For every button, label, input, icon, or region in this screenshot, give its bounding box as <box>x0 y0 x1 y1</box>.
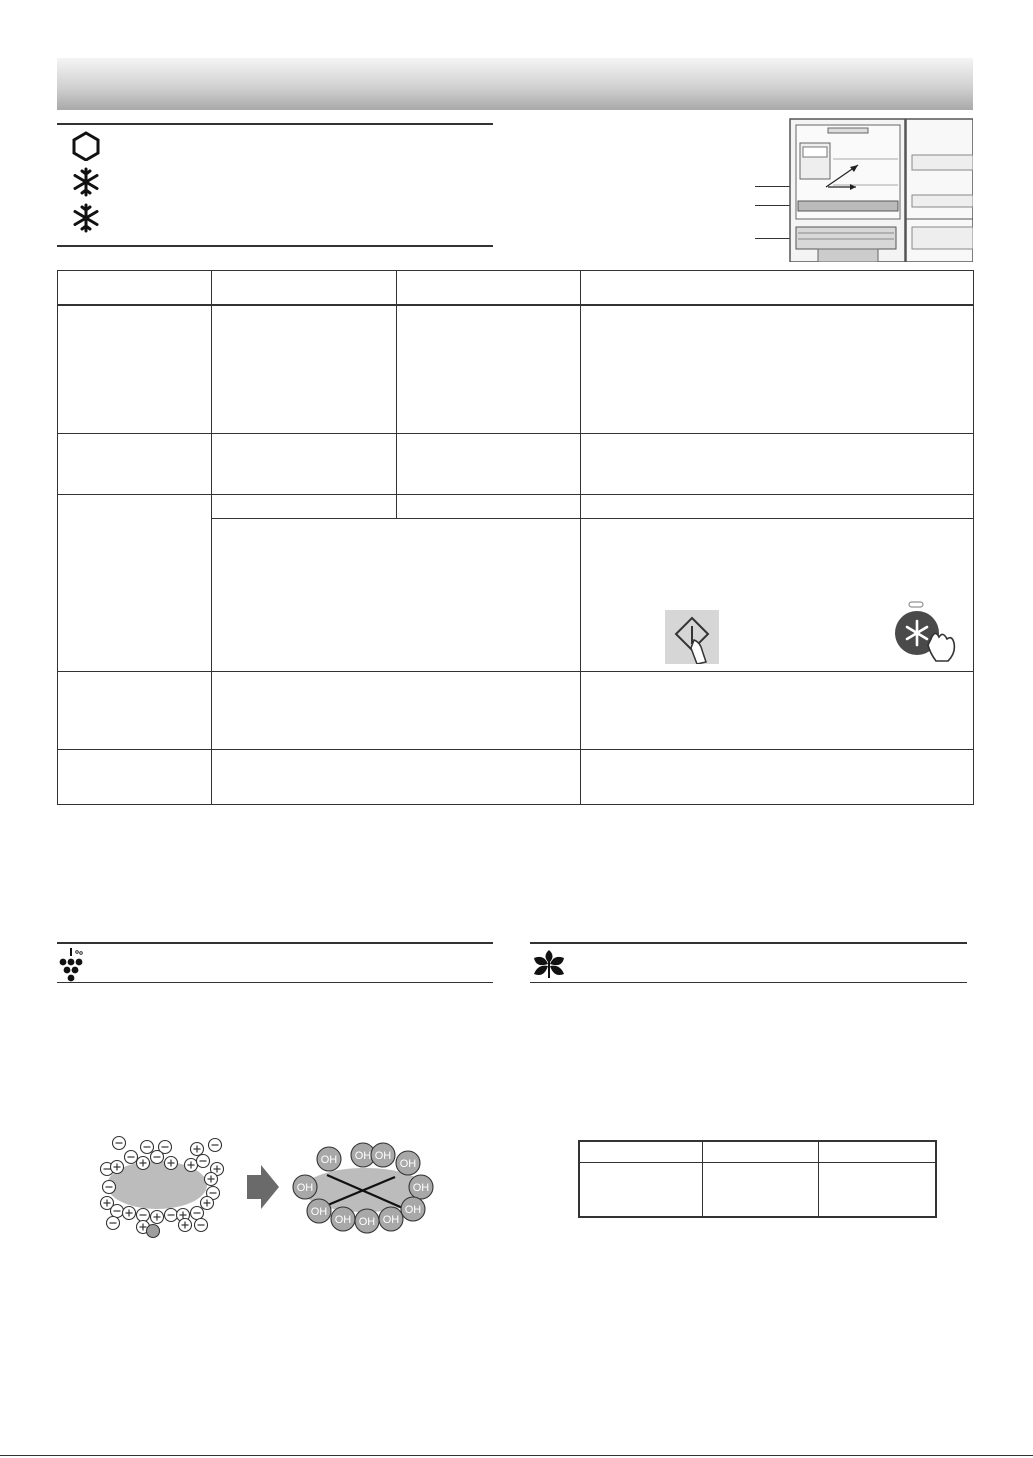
hydroxyl-label: OH <box>334 1214 352 1226</box>
small-table-header <box>579 1141 702 1162</box>
touch-key-button[interactable] <box>665 610 719 664</box>
table-row <box>58 305 974 433</box>
hydroxyl-label: OH <box>358 1216 376 1228</box>
leaf-icon <box>532 948 566 985</box>
table-row <box>58 494 974 518</box>
hexagon-icon <box>71 131 101 166</box>
table-cell <box>58 494 212 671</box>
table-cell <box>397 433 581 494</box>
small-table-row <box>579 1162 936 1217</box>
legend-box <box>57 123 493 247</box>
table-header <box>397 271 581 306</box>
table-cell <box>581 305 974 433</box>
table-cell-with-buttons <box>581 518 974 671</box>
table-header <box>212 271 397 306</box>
hydroxyl-label: OH <box>374 1150 392 1162</box>
touch-key-icon <box>665 610 719 664</box>
table-cell <box>58 671 212 749</box>
ion-diagram <box>95 1135 445 1240</box>
small-table-header <box>818 1141 936 1162</box>
arrow-right-icon <box>247 1165 279 1209</box>
snowflake-icon <box>71 203 101 238</box>
table-cell <box>212 305 397 433</box>
footer-rule <box>0 1455 1033 1456</box>
ion-charge <box>147 1225 160 1238</box>
small-table-header-row <box>579 1141 936 1162</box>
table-cell <box>212 671 581 749</box>
table-row <box>58 749 974 804</box>
section-heading-right <box>530 942 967 983</box>
small-table-cell <box>702 1162 818 1217</box>
hydroxyl-label: OH <box>354 1150 372 1162</box>
hydroxyl-label: OH <box>404 1204 422 1216</box>
hydroxyl-label: OH <box>412 1182 430 1194</box>
table-cell <box>58 305 212 433</box>
table-cell <box>58 749 212 804</box>
table-header-row <box>58 271 974 306</box>
table-cell <box>397 494 581 518</box>
legend-item-snowflake-2 <box>71 203 115 238</box>
table-cell <box>212 433 397 494</box>
legend-item-hexagon <box>71 131 115 166</box>
small-table-cell <box>579 1162 702 1217</box>
snowflake-button-icon <box>893 599 963 665</box>
table-row <box>58 433 974 494</box>
section-heading-left <box>57 942 493 983</box>
table-row <box>58 671 974 749</box>
snowflake-icon <box>71 167 101 202</box>
table-cell <box>581 494 974 518</box>
hydroxyl-label: OH <box>399 1158 417 1170</box>
table-cell <box>58 433 212 494</box>
fridge-illustration <box>788 115 973 262</box>
hydroxyl-label: OH <box>310 1206 328 1218</box>
small-table-header <box>702 1141 818 1162</box>
small-table-cell <box>818 1162 936 1217</box>
table-cell <box>581 749 974 804</box>
legend-item-snowflake-1 <box>71 167 115 202</box>
small-table <box>578 1140 937 1218</box>
header-bar <box>57 58 973 110</box>
table-header <box>581 271 974 306</box>
hydroxyl-label: OH <box>296 1182 314 1194</box>
table-cell <box>581 671 974 749</box>
table-cell <box>212 494 397 518</box>
grapes-icon <box>57 947 93 988</box>
table-cell <box>212 518 581 671</box>
main-table <box>57 270 974 805</box>
hydroxyl-label: OH <box>320 1154 338 1166</box>
table-cell <box>212 749 581 804</box>
quick-freeze-button[interactable] <box>893 599 963 665</box>
hydroxyl-label: OH <box>382 1214 400 1226</box>
table-cell <box>397 305 581 433</box>
table-header <box>58 271 212 306</box>
table-cell <box>581 433 974 494</box>
